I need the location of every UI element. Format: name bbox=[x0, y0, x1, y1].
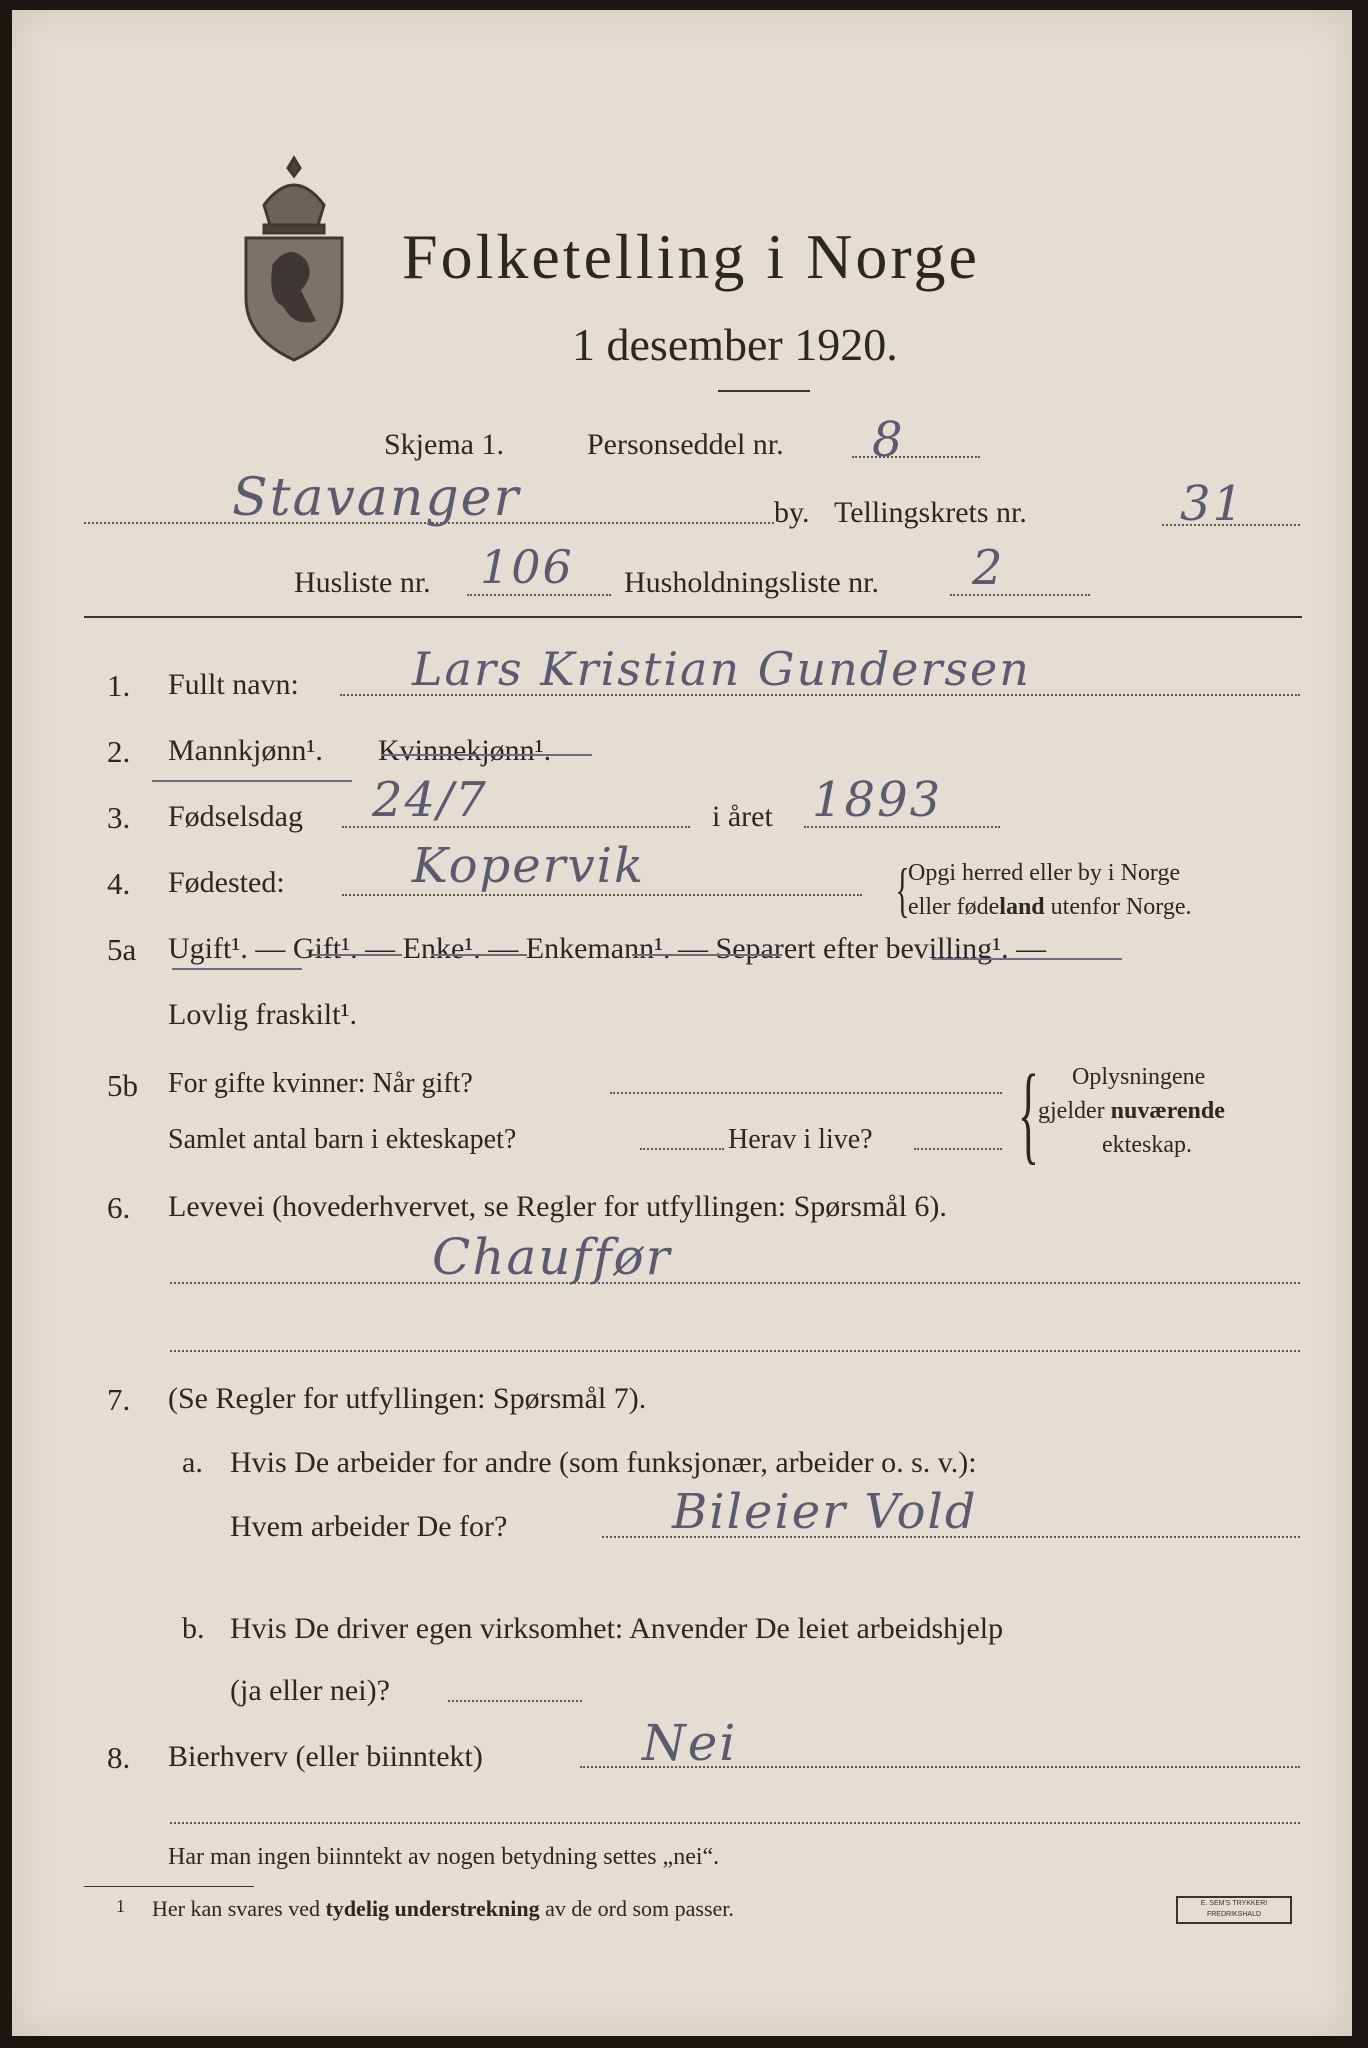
q8-value: Nei bbox=[642, 1714, 738, 1772]
q3-label: Fødselsdag bbox=[168, 800, 303, 833]
q7b-field[interactable] bbox=[448, 1700, 582, 1702]
q6-value: Chauffør bbox=[432, 1228, 672, 1286]
q5b-children-field[interactable] bbox=[640, 1148, 724, 1150]
q5b-note-line2: gjelder nuværende bbox=[1038, 1098, 1225, 1124]
q7b-line1: Hvis De driver egen virksomhet: Anvender De leiet arbeidshjelp bbox=[230, 1612, 1004, 1645]
q6-number: 6. bbox=[107, 1190, 131, 1225]
q6-field-line2[interactable] bbox=[170, 1350, 1300, 1352]
q4-field[interactable] bbox=[342, 894, 862, 896]
q8-field-line2[interactable] bbox=[170, 1822, 1300, 1824]
q8-label: Bierhverv (eller biinntekt) bbox=[168, 1740, 483, 1773]
q2-female-option[interactable]: Kvinnekjønn¹. bbox=[378, 734, 552, 767]
title-divider bbox=[718, 390, 810, 392]
footer-note: Har man ingen biinntekt av nogen betydning settes „nei“. bbox=[168, 1844, 720, 1870]
q4-number: 4. bbox=[107, 866, 131, 901]
q5b-note-line3: ekteskap. bbox=[1102, 1132, 1192, 1158]
husliste-field[interactable] bbox=[467, 594, 611, 596]
q3-year-label: i året bbox=[712, 800, 773, 833]
q2-female-strike bbox=[382, 754, 592, 756]
q5a-options[interactable]: Ugift¹. — Gift¹. — Enke¹. — Enkemann¹. — Separert efter bevilling¹. — bbox=[168, 932, 1047, 965]
q6-label: Levevei (hovederhvervet, se Regler for utfyllingen: Spørsmål 6). bbox=[168, 1190, 947, 1223]
q5a-enke-strike bbox=[432, 954, 527, 956]
footnote-text: Her kan svares ved tydelig understrekning av de ord som passer. bbox=[152, 1896, 734, 1921]
q5a-ugift-underline bbox=[172, 968, 302, 970]
census-date: 1 desember 1920. bbox=[572, 319, 898, 370]
q7b-letter: b. bbox=[182, 1612, 205, 1645]
q5a-fraskilt[interactable]: Lovlig fraskilt¹. bbox=[168, 998, 357, 1031]
q4-value: Kopervik bbox=[412, 838, 646, 894]
q2-male-option[interactable]: Mannkjønn¹. bbox=[168, 734, 323, 767]
form-title: Folketelling i Norge bbox=[402, 221, 980, 292]
tellingskrets-label: Tellingskrets nr. bbox=[834, 496, 1027, 529]
husholdning-field[interactable] bbox=[950, 594, 1090, 596]
printer-stamp: E. SEM'S TRYKKERI FREDRIKSHALD bbox=[1176, 1896, 1292, 1924]
q5a-number: 5a bbox=[107, 932, 137, 967]
q5b-gift-field[interactable] bbox=[610, 1092, 1002, 1094]
q4-note-line2: eller fødeland utenfor Norge. bbox=[908, 894, 1192, 920]
q2-number: 2. bbox=[107, 734, 131, 769]
q1-value: Lars Kristian Gundersen bbox=[412, 642, 1031, 696]
q5b-number: 5b bbox=[107, 1068, 138, 1103]
q7a-letter: a. bbox=[182, 1446, 203, 1479]
q3-number: 3. bbox=[107, 800, 131, 835]
city-value: Stavanger bbox=[232, 468, 521, 528]
footnote-mark: 1 bbox=[116, 1896, 125, 1916]
husliste-label: Husliste nr. bbox=[294, 566, 431, 599]
q5b-alive-label: Herav i live? bbox=[728, 1124, 873, 1155]
q5a-enkemann-strike bbox=[632, 954, 782, 956]
norway-coat-of-arms-icon bbox=[234, 150, 354, 365]
q5a-gift-strike bbox=[312, 954, 402, 956]
q5b-line1: For gifte kvinner: Når gift? bbox=[168, 1068, 473, 1099]
q5b-note-line1: Oplysningene bbox=[1072, 1064, 1206, 1090]
q5b-children-label: Samlet antal barn i ekteskapet? bbox=[168, 1124, 517, 1155]
husholdning-value: 2 bbox=[972, 540, 1005, 596]
q3-day-value: 24/7 bbox=[372, 772, 488, 828]
q7-label: (Se Regler for utfyllingen: Spørsmål 7). bbox=[168, 1382, 647, 1415]
husliste-value: 106 bbox=[480, 540, 574, 594]
q8-number: 8. bbox=[107, 1740, 131, 1775]
by-label: by. bbox=[774, 496, 810, 529]
q5b-brace: { bbox=[1017, 1052, 1039, 1174]
q1-label: Fullt navn: bbox=[168, 668, 299, 701]
q5a-separert-strike bbox=[932, 958, 1122, 960]
q1-number: 1. bbox=[107, 668, 131, 703]
header-divider bbox=[84, 616, 1302, 618]
q4-note-line1: Opgi herred eller by i Norge bbox=[908, 860, 1181, 886]
q7a-value: Bileier Vold bbox=[672, 1484, 978, 1540]
skjema-label: Skjema 1. bbox=[384, 428, 504, 461]
tellingskrets-value: 31 bbox=[1180, 476, 1246, 532]
q3-year-value: 1893 bbox=[812, 772, 943, 828]
personseddel-label: Personseddel nr. bbox=[587, 428, 784, 461]
q7-number: 7. bbox=[107, 1382, 131, 1417]
q7a-line1: Hvis De arbeider for andre (som funksjonær, arbeider o. s. v.): bbox=[230, 1446, 977, 1479]
q4-label: Fødested: bbox=[168, 866, 285, 899]
q5b-alive-field[interactable] bbox=[914, 1148, 1002, 1150]
q6-field-line1[interactable] bbox=[170, 1282, 1300, 1284]
q7a-line2: Hvem arbeider De for? bbox=[230, 1510, 508, 1543]
q4-brace: { bbox=[895, 857, 910, 923]
personseddel-value: 8 bbox=[872, 412, 905, 468]
footnote-divider bbox=[84, 1886, 254, 1887]
census-form bbox=[12, 10, 1352, 2036]
husholdning-label: Husholdningsliste nr. bbox=[624, 566, 880, 599]
q2-male-underline bbox=[152, 780, 352, 782]
q7b-line2: (ja eller nei)? bbox=[230, 1674, 390, 1707]
